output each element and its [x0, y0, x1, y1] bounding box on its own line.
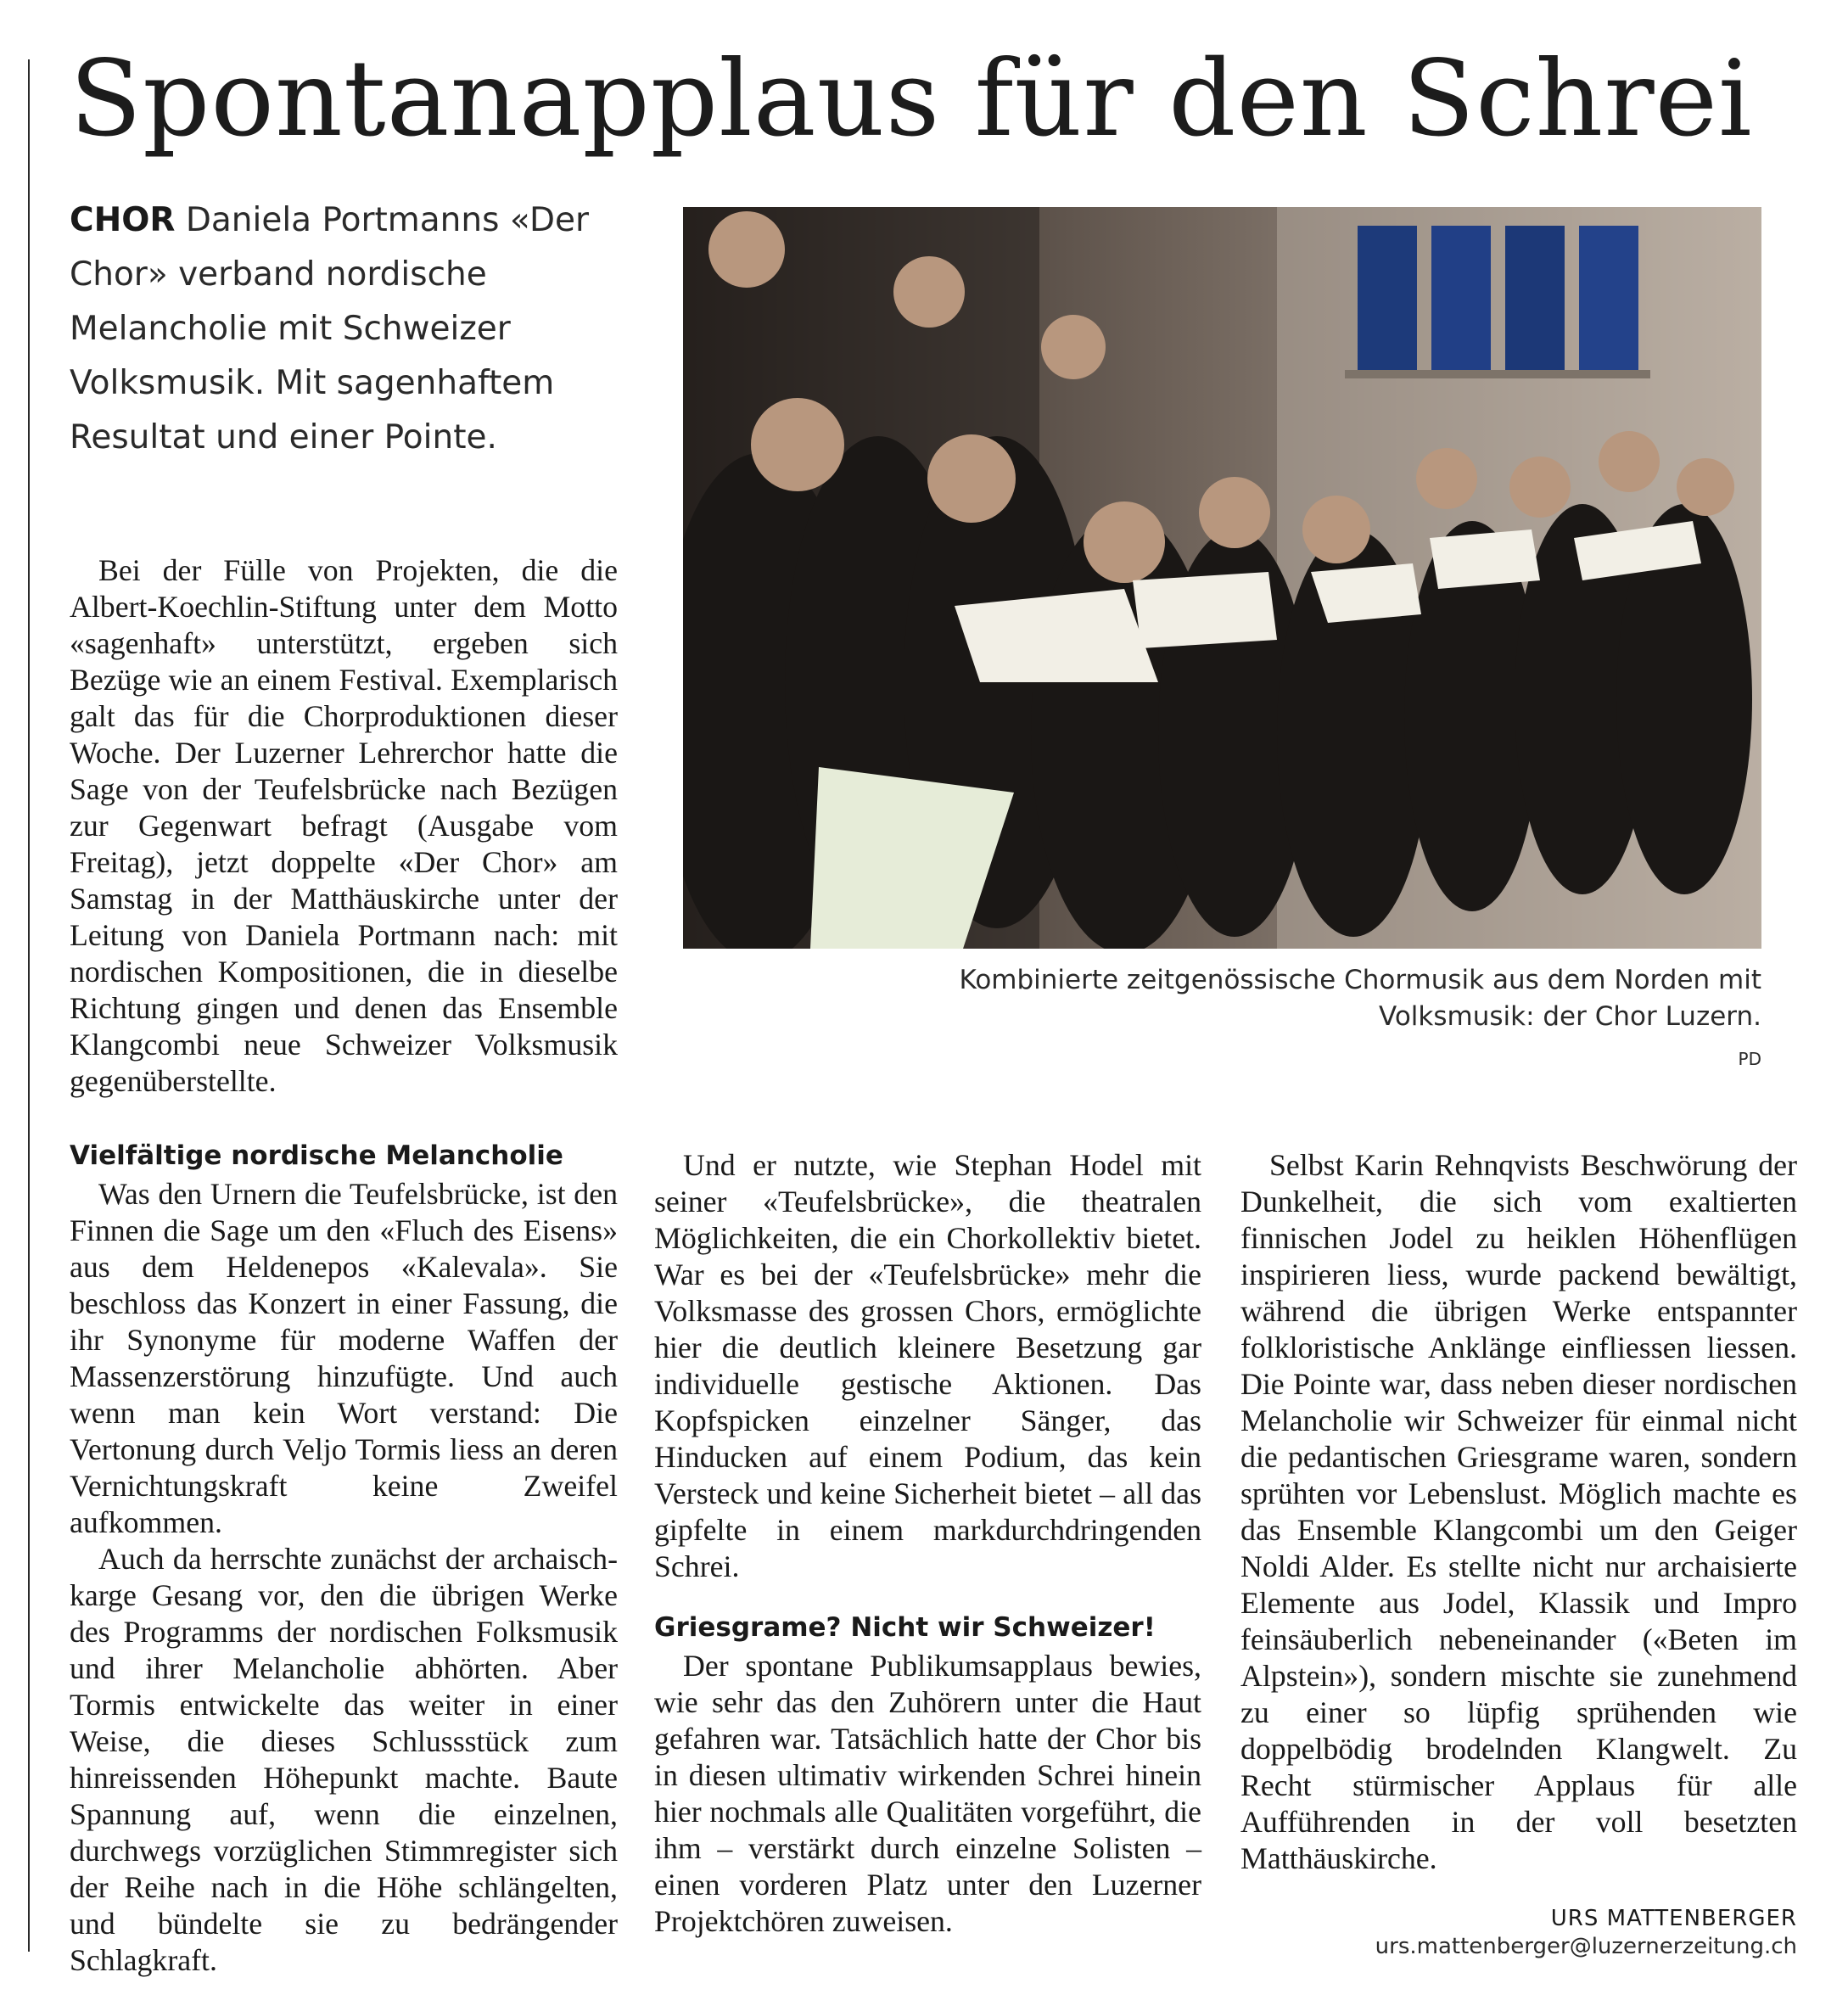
lead-text: Daniela Portmanns «Der Chor» verband nordische Melancholie mit Schweizer Volksmusik. Mit sagenhaftem Resultat und einer Pointe. — [70, 201, 590, 457]
choir-photo-illustration — [683, 207, 1761, 949]
column-1 — [70, 1139, 618, 1979]
article-headline: Spontanapplaus für den Schrei — [70, 38, 1753, 160]
intro-text-block — [70, 552, 618, 1100]
lead-kicker: CHOR — [70, 201, 176, 239]
choir-photo — [683, 207, 1761, 949]
author-email: urs.mattenberger@luzernerzeitung.ch — [1375, 1934, 1797, 1959]
body-paragraph: Selbst Karin Rehnqvists Beschwörung der Dunkelheit, die sich vom exaltierten finnischen Jodel zu heiklen Höhenflügen inspirieren liess, wurde packend bewältigt, während die übrigen Werke entspannter folkloristische Anklänge einfliessen liessen. Die Pointe war, dass neben dieser nordischen Melancholie wir Schweizer für einmal nicht die pedantischen Griesgrame waren, sondern sprühten vor Lebenslust. Möglich machte es das Ensemble Klangcombi um den Geiger Noldi Alder. Es stellte nicht nur archaisierte Elemente aus Jodel, Klassik und Impro feinsäuberlich nebeneinander («Beten im Alpstein»), sondern mischte sie zunehmend zu einer so lüpfig sprühenden wie doppelbödig brodelnden Klangwelt. Zu Recht stürmischer Applaus für alle Aufführenden in der voll besetzten Matthäuskirche. — [1240, 1148, 1797, 1875]
body-paragraph: Was den Urnern die Teufelsbrücke, ist den Finnen die Sage um den «Fluch des Eisens» aus dem Heldenepos «Kalevala». Sie beschloss das Konzert in einer Fassung, die ihr Synonyme für moderne Waffen der Massenzerstörung hinzufügte. Und auch wenn man kein Wort verstand: Die Vertonung durch Veljo Tormis liess an deren Vernichtungskraft keine Zweifel aufkommen. — [70, 1177, 618, 1539]
subheading-nordic-melancholy: Vielfältige nordische Melancholie — [70, 1140, 563, 1171]
body-paragraph: Und er nutzte, wie Stephan Hodel mit seiner «Teufelsbrücke», die theatralen Möglichkeiten, die ein Chorkollektiv bietet. War es bei der «Teufelsbrücke» mehr die Volksmasse des grossen Chors, ermöglichte hier die deutlich kleinere Besetzung gar individuelle gestische Aktionen. Das Kopfspicken einzelner Sänger, das Hinducken auf einem Podium, das kein Versteck und keine Sicherheit bietet – all das gipfelte in einem markdurchdringenden Schrei. — [654, 1148, 1201, 1583]
article-lead — [70, 193, 647, 465]
subheading-griesgrame: Griesgrame? Nicht wir Schweizer! — [654, 1612, 1156, 1643]
photo-credit: PD — [1738, 1049, 1761, 1069]
author-name: URS MATTENBERGER — [1550, 1906, 1797, 1931]
column-2 — [654, 1147, 1201, 1940]
body-paragraph: Auch da herrschte zunächst der archaisch-karge Gesang vor, den die übrigen Werke des Programms der nordischen Folksmusik und ihrer Melancholie abhörten. Aber Tormis entwickelte das weiter in einer Weise, die dieses Schlussstück zum hinreissenden Höhepunkt machte. Baute Spannung auf, wenn die einzelnen, durchwegs vorzüglichen Stimmregister sich der Reihe nach in die Höhe schlängelten, und bündelte sie zu bedrängender Schlagkraft. — [70, 1542, 618, 1977]
body-paragraph: Der spontane Publikumsapplaus bewies, wie sehr das den Zuhörern unter die Haut gefahren war. Tatsächlich hatte der Chor bis in diesen ultimativ wirkenden Schrei hinein hier nochmals alle Qualitäten vorgeführt, die ihm – verstärkt durch einzelne Solisten – einen vorderen Platz unter den Luzerner Projektchören zuweisen. — [654, 1649, 1201, 1938]
column-3 — [1240, 1147, 1797, 1877]
intro-paragraph: Bei der Fülle von Projekten, die die Albert-Koechlin-Stiftung unter dem Motto «sagenhaft» unterstützt, ergeben sich Bezüge wie an einem Festival. Exemplarisch galt das für die Chorproduktionen dieser Woche. Der Luzerner Lehrerchor hatte die Sage von der Teufelsbrücke nach Bezügen zur Gegenwart befragt (Ausgabe vom Freitag), jetzt doppelte «Der Chor» am Samstag in der Matthäuskirche unter der Leitung von Daniela Portmann nach: mit nordischen Kompositionen, die in dieselbe Richtung gingen und denen das Ensemble Klangcombi neue Schweizer Volksmusik gegenüberstellte. — [70, 553, 618, 1098]
left-column-rule — [28, 59, 30, 1952]
photo-caption: Kombinierte zeitgenössische Chormusik aus dem Norden mit Volksmusik: der Chor Luzern. — [959, 965, 1761, 1032]
